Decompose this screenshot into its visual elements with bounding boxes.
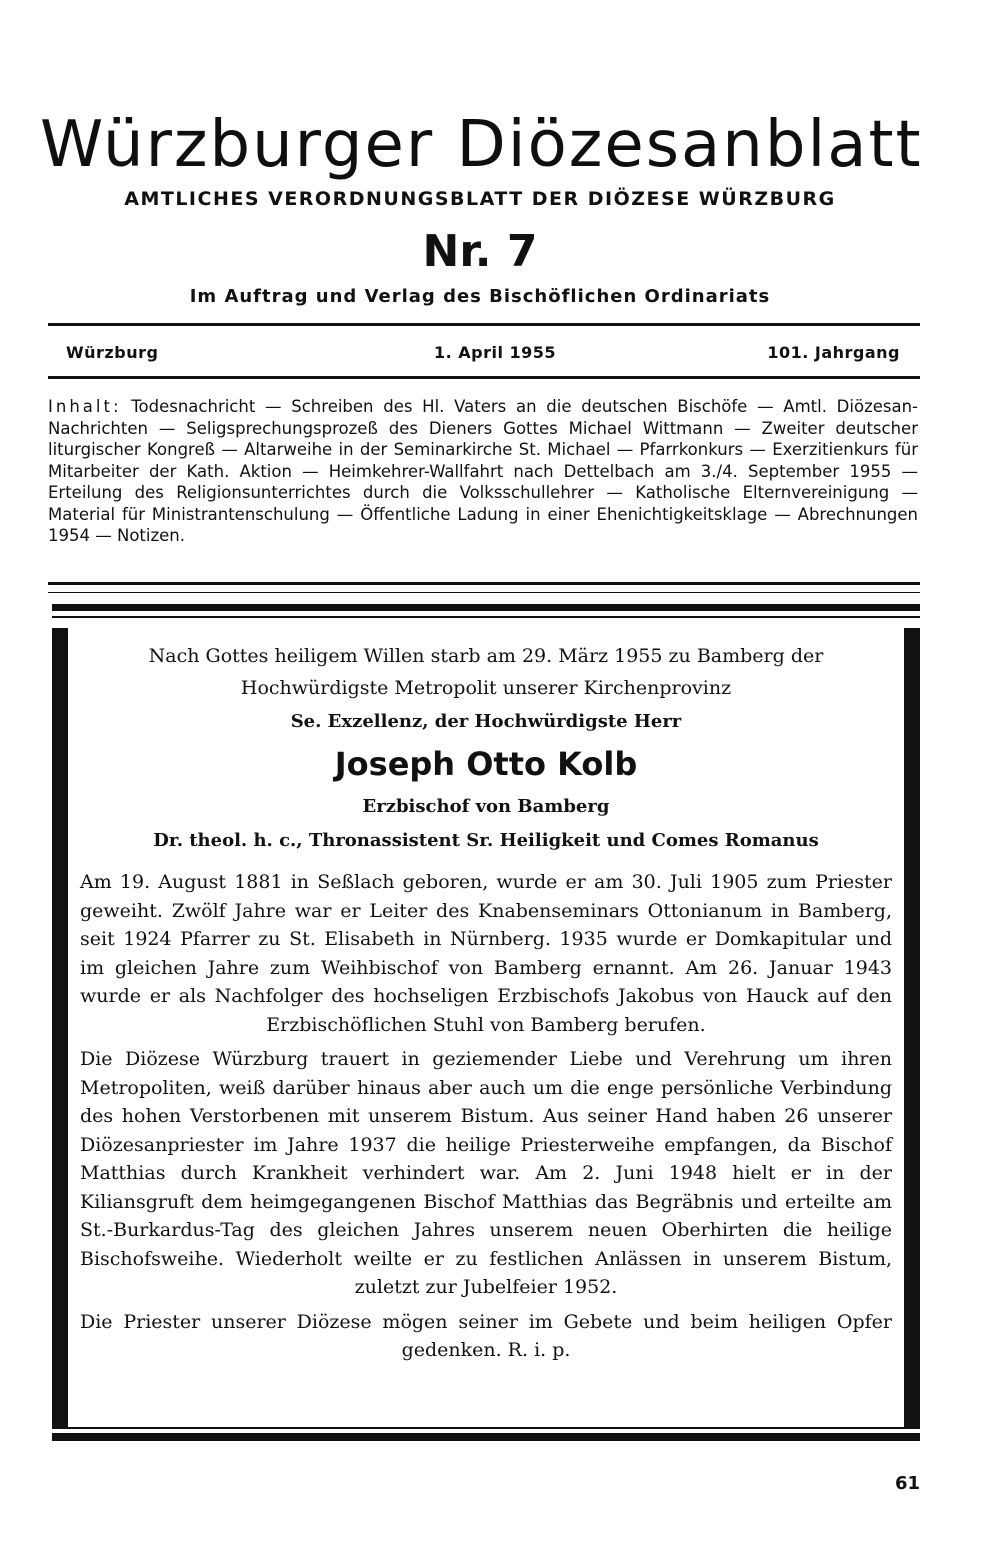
obituary: [80, 640, 892, 1365]
table-of-contents: [48, 396, 918, 547]
frame-left-bar: [52, 628, 68, 1428]
obituary-paragraph-mourning: Die Diözese Würzburg trauert in geziemender Liebe und Verehrung um ihren Metropoliten, weiß darüber hinaus aber auch um die enge persönliche Verbindung des hohen Verstorbenen mit unserem Bistum. Aus seiner Hand haben 26 unserer Diözesanpriester im Jahre 1937 die heilige Priesterweihe empfangen, da Bischof Matthias durch Krankheit verhindert war. Am 2. Juni 1948 hielt er in der Kiliansgruft dem heimgegangenen Bischof Matthias das Begräbnis und erteilte am St.-Burkardus-Tag des gleichen Jahres unserem neuen Oberhirten die heilige Bischofsweihe. Wiederholt weilte er zu festlichen Anlässen in unserem Bistum, zuletzt zur Jubelfeier 1952.: [80, 1048, 892, 1298]
frame-bottom-line: [52, 1427, 920, 1429]
obituary-office: Erzbischof von Bamberg: [362, 796, 610, 817]
masthead-subtitle: AMTLICHES VERORDNUNGSBLATT DER DIÖZESE WÜRZBURG: [124, 188, 836, 210]
dateline-top-rule: [48, 323, 920, 326]
publisher-line: Im Auftrag und Verlag des Bischöflichen Ordinariats: [189, 286, 771, 307]
contents-text: Todesnachricht — Schreiben des Hl. Vaters an die deutschen Bischöfe — Amtl. Diözesan-Nachrichten — Seligsprechungsprozeß des Dieners Gottes Michael Wittmann — Zweiter deutscher liturgischer Kongreß — Altarweihe in der Seminarkirche St. Michael — Pfarrkonkurs — Exerzitienkurs für Mitarbeiter der Kath. Aktion — Heimkehrer-Wallfahrt nach Dettelbach am 3./4. September 1955 — Erteilung des Religionsunterrichtes durch die Volksschullehrer — Katholische Elternvereinigung — Material für Ministrantenschulung — Öffentliche Ladung in einer Ehenichtigkeitsklage — Abrechnungen 1954 — Notizen.: [48, 397, 918, 545]
obituary-paragraph-prayer: Die Priester unserer Diözese mögen seiner im Gebete und beim heiligen Opfer gedenken. R. i. p.: [80, 1310, 892, 1361]
dateline-volume: 101. Jahrgang: [767, 343, 900, 362]
dateline-date: 1. April 1955: [433, 343, 557, 362]
page-number: 61: [894, 1473, 920, 1494]
frame-top-inner-line: [52, 616, 920, 618]
obituary-paragraph-biography: Am 19. August 1881 in Seßlach geboren, wurde er am 30. Juli 1905 zum Priester geweiht. Zwölf Jahre war er Leiter des Knabenseminars Ottonianum in Bamberg, seit 1924 Pfarrer zu St. Elisabeth in Nürnberg. 1935 wurde er Domkapitular und im gleichen Jahre zum Weihbischof von Bamberg ernannt. Am 26. Januar 1943 wurde er als Nachfolger des hochseligen Erzbischofs Jakobus von Hauck auf den Erzbischöflichen Stuhl von Bamberg berufen.: [80, 871, 892, 1036]
contents-rule-1: [48, 582, 920, 585]
masthead-title: Würzburger Diözesanblatt: [40, 108, 923, 182]
frame-right-bar: [904, 628, 920, 1428]
contents-rule-2: [48, 592, 920, 593]
issue-number: Nr. 7: [422, 226, 538, 277]
obituary-name: Joseph Otto Kolb: [334, 745, 638, 783]
dateline-place: Würzburg: [66, 343, 159, 362]
obituary-rank: Se. Exzellenz, der Hochwürdigste Herr: [290, 711, 682, 732]
dateline-bottom-rule: [48, 376, 920, 379]
frame-bottom-bar: [52, 1433, 920, 1441]
obituary-intro: Nach Gottes heiligem Willen starb am 29. März 1955 zu Bamberg der Hochwürdigste Metropolit unserer Kirchenprovinz: [148, 645, 824, 699]
contents-label: Inhalt:: [48, 397, 122, 416]
obituary-titles: Dr. theol. h. c., Thronassistent Sr. Heiligkeit und Comes Romanus: [153, 830, 819, 851]
frame-top-bar: [52, 604, 920, 611]
